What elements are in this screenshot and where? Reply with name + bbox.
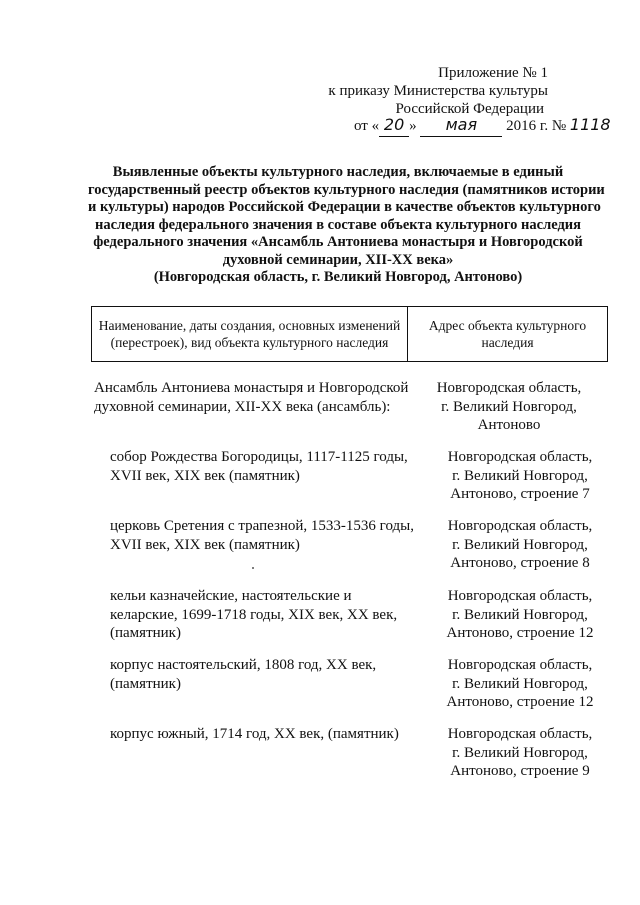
- column-header-name: Наименование, даты создания, основных изменений (перестроек), вид объекта культурного наследия: [92, 307, 408, 361]
- order-number: 1118: [569, 115, 611, 134]
- object-address: [435, 587, 605, 643]
- object-name-line: церковь Сретения с трапезной, 1533-1536 годы,: [110, 518, 414, 534]
- address-line: г. Великий Новгород,: [452, 536, 588, 553]
- object-name: [110, 517, 414, 554]
- address-line: г. Великий Новгород,: [452, 744, 588, 761]
- appendix-number: Приложение № 1: [438, 65, 548, 81]
- object-name: [110, 656, 376, 693]
- address-line: г. Великий Новгород,: [452, 675, 588, 692]
- title-line: наследия федерального значения в составе объекта культурного наследия: [95, 216, 581, 233]
- appendix-header: [328, 64, 548, 118]
- object-name-line: Ансамбль Антониева монастыря и Новгородской: [94, 380, 409, 396]
- scan-speck: [252, 567, 254, 569]
- object-address: [424, 379, 594, 435]
- object-name-line: кельи казначейские, настоятельские и: [110, 588, 352, 604]
- column-header-address: Адрес объекта культурного наследия: [428, 318, 587, 350]
- appendix-ministry: Российской Федерации: [395, 101, 544, 117]
- object-name-line: келарские, 1699-1718 годы, XIX век, XX век,: [110, 606, 398, 623]
- order-month: мая: [445, 115, 478, 134]
- address-line: Антоново, строение 7: [450, 486, 590, 502]
- address-line: Антоново, строение 12: [446, 625, 594, 641]
- object-name-line: XVII век, XIX век (памятник): [110, 536, 300, 553]
- object-address: [435, 517, 605, 573]
- title-line: духовной семинарии, XII-XX века»: [222, 251, 454, 268]
- object-name-line: XVII век, XIX век (памятник): [110, 467, 300, 484]
- object-address: [435, 656, 605, 712]
- object-name-line: (памятник): [110, 675, 181, 692]
- address-line: Антоново, строение 12: [446, 694, 594, 710]
- address-line: г. Великий Новгород,: [452, 606, 588, 623]
- address-line: Новгородская область,: [447, 657, 593, 673]
- address-line: Антоново: [477, 417, 541, 433]
- order-date-line: [354, 115, 611, 137]
- object-name-line: (памятник): [110, 625, 181, 641]
- title-line: и культуры) народов Российской Федерации в качестве объектов культурного: [88, 199, 601, 215]
- address-line: Новгородская область,: [447, 518, 593, 534]
- order-mid: »: [409, 118, 417, 134]
- object-name-line: собор Рождества Богородицы, 1117-1125 годы,: [110, 449, 408, 465]
- order-day: 20: [383, 115, 405, 134]
- address-line: Новгородская область,: [447, 726, 593, 742]
- address-line: Новгородская область,: [436, 380, 582, 396]
- title-line: государственный реестр объектов культурного наследия (памятников истории: [88, 181, 605, 198]
- object-name: [94, 379, 408, 416]
- address-line: г. Великий Новгород,: [441, 398, 577, 415]
- object-address: [435, 448, 605, 504]
- address-line: Антоново, строение 9: [450, 763, 590, 779]
- table-header: [91, 306, 608, 362]
- title-line: Выявленные объекты культурного наследия, включаемые в единый: [112, 164, 564, 180]
- object-name-line: корпус настоятельский, 1808 год, XX век,: [110, 657, 377, 673]
- title-line: федерального значения «Ансамбль Антониева монастыря и Новгородской: [93, 234, 583, 250]
- object-name: [110, 725, 399, 744]
- object-name-line: духовной семинарии, XII-XX века (ансамбль):: [94, 398, 391, 415]
- object-name-line: корпус южный, 1714 год, XX век, (памятник): [110, 726, 399, 742]
- object-address: [435, 725, 605, 781]
- address-line: Новгородская область,: [447, 588, 593, 604]
- appendix-order-ref: к приказу Министерства культуры: [328, 83, 548, 99]
- object-name: [110, 587, 397, 643]
- address-line: Новгородская область,: [447, 449, 593, 465]
- address-line: г. Великий Новгород,: [452, 467, 588, 484]
- title-line: (Новгородская область, г. Великий Новгород, Антоново): [153, 269, 523, 285]
- address-line: Антоново, строение 8: [450, 555, 590, 571]
- order-prefix: от «: [354, 118, 380, 134]
- object-name: [110, 448, 408, 485]
- order-year: 2016 г. №: [506, 118, 567, 134]
- document-title: [88, 164, 605, 287]
